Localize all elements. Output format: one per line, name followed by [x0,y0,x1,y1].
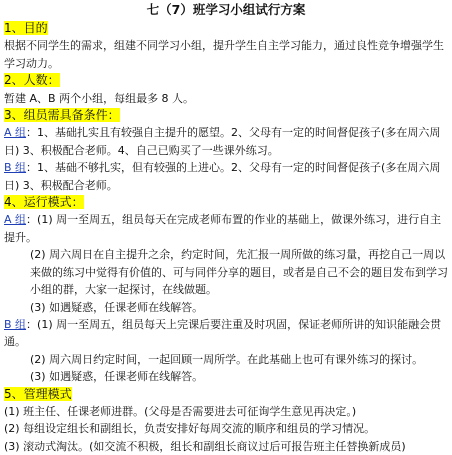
operation-b-item1-text: ：(1) 周一至周五，组员每天上完课后要注重及时巩固，保证老师所讲的知识能融会贯通。 [4,317,442,349]
operation-a-item1-text: ：(1) 周一至周五，组员每天在完成老师布置的作业的基础上，做课外练习，进行自主提升。 [4,213,442,244]
conditions-a-text: ：1、基础扎实且有较强自主提升的愿望。2、父母有一定的时间督促孩子(多在周六周日) 3、积极配合老师。4、自己已购买了一些课外练习。 [4,126,441,157]
count-heading: 2、人数： [4,73,60,88]
operation-heading: 4、运行模式： [4,195,84,210]
section-heading-management [4,386,448,403]
operation-a-item2: (2) 周六周日在自主提升之余，约定时间，先汇报一周所做的练习量，再挖自己一周以来做的练习中觉得有价值的、可与同伴分享的题目，或者是自己不会的题目发布到学习小组的群，大家一起探讨，在线做题。 [30,248,448,297]
section-heading-operation [4,194,448,211]
section-heading-conditions [4,107,448,124]
conditions-group-a [4,124,448,159]
operation-group-b-label: B 组 [4,317,27,331]
conditions-b-text: ：1、基础不够扎实，但有较强的上进心。2、父母有一定的时间督促孩子(多在周六周日) 3、积极配合老师。 [4,161,441,192]
purpose-heading: 1、目的 [4,21,48,35]
management-item1: (1) 班主任、任课老师进群。(父母是否需要进去可征询学生意见再决定。) [4,404,357,418]
conditions-group-b [4,159,448,194]
management-item3: (3) 滚动式淘汰。(如交流不积极，组长和副组长商议过后可报告班主任替换新成员) [4,439,406,453]
purpose-body: 根据不同学生的需求，组建不同学习小组，提升学生自主学习能力，通过良性竞争增强学生学习动力。 [4,39,444,70]
operation-b-item2: (2) 周六周日约定时间，一起回顾一周所学。在此基础上也可有课外练习的探讨。 [30,352,424,366]
management-item2: (2) 每组设定组长和副组长，负责安排好每周交流的顺序和组员的学习情况。 [4,422,376,436]
document-title: 七（7）班学习小组试行方案 [146,2,306,17]
section-heading-purpose [4,20,448,37]
operation-b-item3: (3) 如遇疑惑，任课老师在线解答。 [30,370,204,384]
conditions-heading: 3、组员需具备条件： [4,108,120,123]
group-b-label: B 组 [4,161,27,175]
group-a-label: A 组 [4,126,27,140]
operation-group-a-label: A 组 [4,213,27,227]
management-heading: 5、管理模式 [4,386,72,401]
operation-a-item3: (3) 如遇疑惑，任课老师在线解答。 [30,300,204,314]
section-heading-count [4,72,448,89]
operation-group-b-item1 [4,316,448,351]
count-body: 暂建 A、B 两个小组，每组最多 8 人。 [4,91,195,105]
operation-group-a-item1 [4,211,448,246]
